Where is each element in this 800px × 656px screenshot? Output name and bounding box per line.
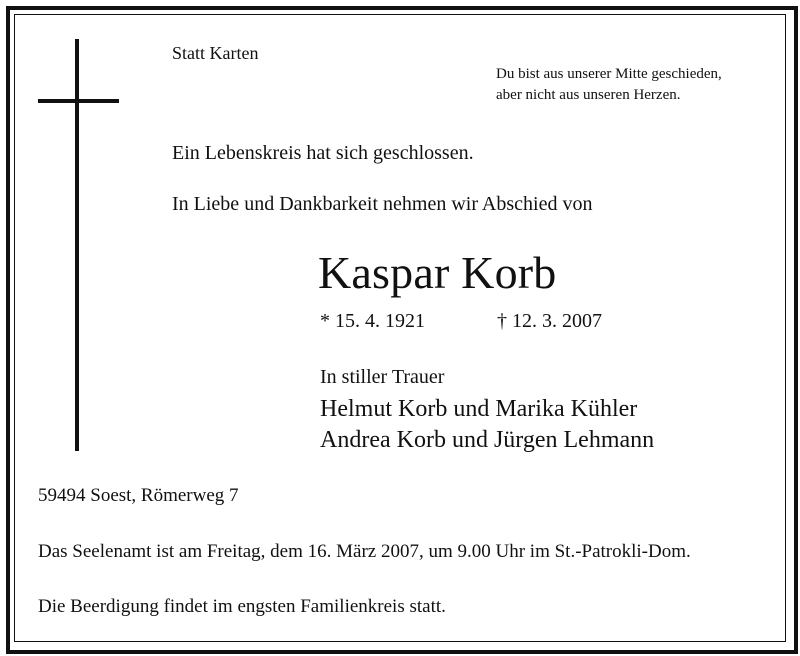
cross-icon-bar [38,99,119,103]
mourners-family-2: Andrea Korb und Jürgen Lehmann [320,427,655,453]
mass-notice: Das Seelenamt ist am Freitag, dem 16. März 2007, um 9.00 Uhr im St.-Patrokli-Dom. [38,541,691,562]
address: 59494 Soest, Römerweg 7 [38,485,239,506]
deceased-name: Kaspar Korb [318,247,557,298]
quote-line-1: Du bist aus unserer Mitte geschieden, [496,66,722,82]
birth-date: * 15. 4. 1921 [320,310,425,332]
death-date: † 12. 3. 2007 [497,310,602,332]
mourners-family-1: Helmut Korb und Marika Kühler [320,396,638,422]
mourners-label: In stiller Trauer [320,366,445,388]
burial-notice: Die Beerdigung findet im engsten Familienkreis statt. [38,596,446,617]
statt-karten-label: Statt Karten [172,43,259,63]
intro-line-1: Ein Lebenskreis hat sich geschlossen. [172,142,474,164]
intro-line-2: In Liebe und Dankbarkeit nehmen wir Abschied von [172,193,593,215]
quote-line-2: aber nicht aus unseren Herzen. [496,87,681,103]
